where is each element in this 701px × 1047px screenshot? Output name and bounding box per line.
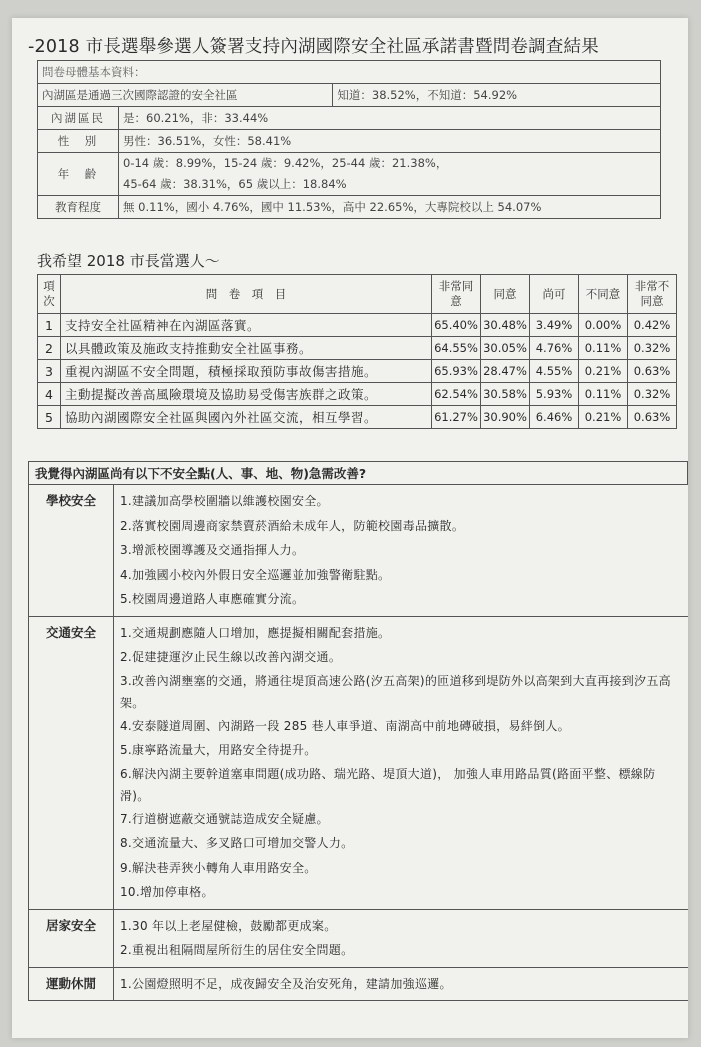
- list-item: 5.校園周邊道路人車應確實分流。: [120, 592, 305, 606]
- issue-category-traffic: [29, 616, 688, 909]
- list-item: 4.加強國小校內外假日安全巡邏並加強警衛駐點。: [120, 567, 391, 582]
- row-neutral: 6.46%: [530, 406, 579, 429]
- residents-value: 是：60.21%，非：33.44%: [119, 107, 661, 130]
- row-item: 以具體政策及施政支持推動安全社區事務。: [61, 337, 432, 360]
- row-item: 主動提擬改善高風險環境及協助易受傷害族群之政策。: [61, 383, 432, 406]
- list-item: 4.安泰隧道周圍、內湖路一段 285 巷人車爭道、南湖高中前地磚破損，易絆倒人。: [120, 718, 570, 733]
- issues-table: [28, 461, 688, 1001]
- row-strongly-disagree: 0.42%: [628, 314, 677, 337]
- header-item: 問 卷 項 目: [61, 275, 432, 314]
- table-row: [38, 360, 677, 383]
- category-label: 運動休閒: [29, 967, 114, 1001]
- row-no: 5: [38, 406, 61, 429]
- table-row: [38, 406, 677, 429]
- issues-question: 我覺得內湖區尚有以下不安全點(人、事、地、物)急需改善?: [29, 462, 688, 485]
- age-line-1: 0-14 歲：8.99%，15-24 歲：9.42%，25-44 歲：21.38%，: [123, 156, 448, 170]
- list-item: 1.30 年以上老屋健檢，鼓勵都更成案。: [120, 918, 337, 933]
- row-no: 1: [38, 314, 61, 337]
- row-no: 4: [38, 383, 61, 406]
- row-agree: 30.05%: [481, 337, 530, 360]
- row-neutral: 4.76%: [530, 337, 579, 360]
- list-item: 8.交通流量大、多叉路口可增加交警人力。: [120, 836, 354, 850]
- row-strongly-agree: 61.27%: [432, 406, 481, 429]
- safe-community-question: 內湖區是通過三次國際認證的安全社區: [38, 84, 333, 107]
- row-strongly-agree: 65.40%: [432, 314, 481, 337]
- category-items: [114, 909, 688, 967]
- row-item: 支持安全社區精神在內湖區落實。: [61, 314, 432, 337]
- row-no: 3: [38, 360, 61, 383]
- row-agree: 30.58%: [481, 383, 530, 406]
- row-neutral: 3.49%: [530, 314, 579, 337]
- list-item: 2.促建捷運汐止民生線以改善內湖交通。: [120, 650, 342, 664]
- row-disagree: 0.21%: [579, 360, 628, 383]
- issue-category-home: [29, 909, 688, 967]
- age-label: 年 齡: [38, 153, 119, 196]
- safe-community-answer: 知道：38.52%，不知道：54.92%: [333, 84, 661, 107]
- issue-category-sports: [29, 967, 688, 1001]
- row-agree: 30.48%: [481, 314, 530, 337]
- gender-value: 男性：36.51%，女性：58.41%: [119, 130, 661, 153]
- row-strongly-agree: 64.55%: [432, 337, 481, 360]
- row-strongly-disagree: 0.63%: [628, 360, 677, 383]
- table-row: [38, 314, 677, 337]
- header-strongly-agree: 非常同意: [432, 275, 481, 314]
- category-items: [114, 485, 688, 617]
- row-agree: 28.47%: [481, 360, 530, 383]
- survey-table: [37, 274, 677, 429]
- row-neutral: 4.55%: [530, 360, 579, 383]
- row-no: 2: [38, 337, 61, 360]
- row-strongly-disagree: 0.32%: [628, 383, 677, 406]
- category-items: [114, 616, 688, 909]
- row-strongly-agree: 65.93%: [432, 360, 481, 383]
- education-value: 無 0.11%，國小 4.76%，國中 11.53%，高中 22.65%，大專院校以上 54.07%: [119, 196, 661, 219]
- list-item: 9.解決巷弄狹小轉角人車用路安全。: [120, 860, 317, 875]
- list-item: 6.解決內湖主要幹道塞車問題(成功路、瑞光路、堤頂大道)， 加強人車用路品質(路面平整、標線防滑)。: [120, 766, 656, 803]
- survey-heading: 我希望 2018 市長當選人～: [37, 252, 220, 270]
- age-value: [119, 153, 661, 196]
- list-item: 5.康寧路流量大，用路安全待提升。: [120, 743, 317, 757]
- list-item: 1.公園燈照明不足，成夜歸安全及治安死角，建請加強巡邏。: [120, 976, 452, 991]
- row-agree: 30.90%: [481, 406, 530, 429]
- row-disagree: 0.00%: [579, 314, 628, 337]
- category-label: 交通安全: [29, 616, 114, 909]
- table-row: [38, 337, 677, 360]
- list-item: 2.重視出租隔間屋所衍生的居住安全問題。: [120, 943, 354, 957]
- row-item: 協助內湖國際安全社區與國內外社區交流，相互學習。: [61, 406, 432, 429]
- age-line-2: 45-64 歲：38.31%，65 歲以上：18.84%: [123, 177, 347, 191]
- list-item: 7.行道樹遮蔽交通號誌造成安全疑慮。: [120, 811, 329, 826]
- header-no: 項次: [38, 275, 61, 314]
- gender-label: 性 別: [38, 130, 119, 153]
- row-item: 重視內湖區不安全問題，積極採取預防事故傷害措施。: [61, 360, 432, 383]
- residents-label: 內湖區民: [38, 107, 119, 130]
- header-disagree: 不同意: [579, 275, 628, 314]
- list-item: 1.交通規劃應隨人口增加，應提擬相關配套措施。: [120, 625, 391, 640]
- row-disagree: 0.21%: [579, 406, 628, 429]
- education-label: 教育程度: [38, 196, 119, 219]
- category-label: 學校安全: [29, 485, 114, 617]
- header-agree: 同意: [481, 275, 530, 314]
- basic-info-table: [37, 60, 661, 219]
- row-disagree: 0.11%: [579, 337, 628, 360]
- basic-info-header: 問卷母體基本資料：: [38, 61, 661, 84]
- category-items: [114, 967, 688, 1001]
- table-row: [38, 383, 677, 406]
- list-item: 1.建議加高學校圍牆以維護校園安全。: [120, 494, 329, 508]
- page-title: -2018 市長選舉參選人簽署支持內湖國際安全社區承諾書暨問卷調查結果: [28, 37, 599, 57]
- row-strongly-disagree: 0.32%: [628, 337, 677, 360]
- row-neutral: 5.93%: [530, 383, 579, 406]
- row-strongly-disagree: 0.63%: [628, 406, 677, 429]
- list-item: 10.增加停車格。: [120, 885, 214, 899]
- list-item: 2.落實校園周邊商家禁賣菸酒給未成年人，防範校園毒品擴散。: [120, 518, 465, 533]
- header-neutral: 尚可: [530, 275, 579, 314]
- header-strongly-disagree: 非常不同意: [628, 275, 677, 314]
- row-disagree: 0.11%: [579, 383, 628, 406]
- list-item: 3.增派校園導護及交通指揮人力。: [120, 543, 305, 557]
- list-item: 3.改善內湖壅塞的交通，將通往堤頂高速公路(汐五高架)的匝道移到堤防外以高架到大直再接到汐五高架。: [120, 673, 671, 710]
- issue-category-school: [29, 485, 688, 617]
- row-strongly-agree: 62.54%: [432, 383, 481, 406]
- category-label: 居家安全: [29, 909, 114, 967]
